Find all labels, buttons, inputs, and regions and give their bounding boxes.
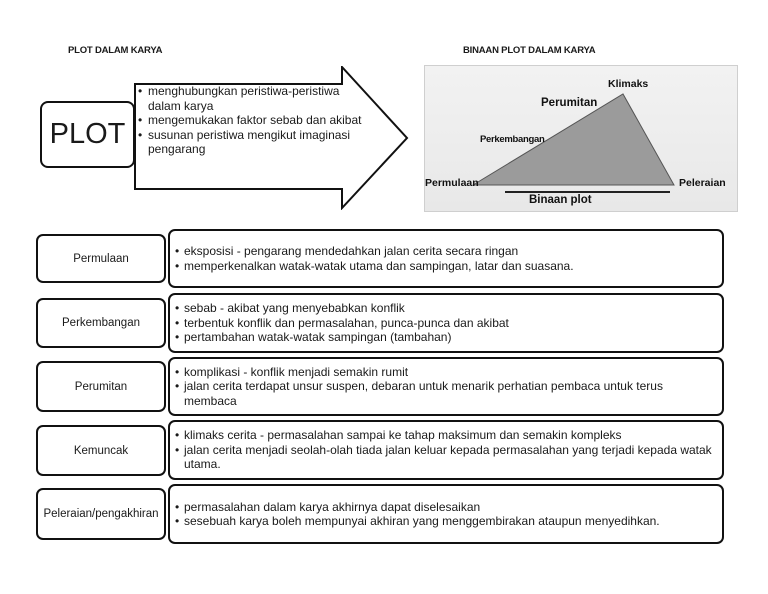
stage-label-perkembangan: Perkembangan [36, 298, 166, 348]
label-peleraian: Peleraian [679, 177, 726, 189]
stage-desc-peleraian [168, 484, 724, 544]
stage-label-peleraian: Peleraian/pengakhiran [36, 488, 166, 540]
stage-bullet: • sesebuah karya boleh mempunyai akhiran yang menggembirakan ataupun menyedihkan. [175, 514, 660, 528]
arrow-bullet: • menghubungkan peristiwa-peristiwa dalam karya [138, 84, 340, 113]
stage-bullet: • terbentuk konflik dan permasalahan, punca-punca dan akibat [175, 315, 509, 330]
heading-plot-dalam-karya: PLOT DALAM KARYA [68, 45, 163, 56]
heading-binaan-plot: BINAAN PLOT DALAM KARYA [463, 45, 596, 56]
stage-label-kemuncak: Kemuncak [36, 425, 166, 476]
stage-desc-kemuncak [168, 420, 724, 480]
stage-bullet: • sebab - akibat yang menyebabkan konflik [175, 301, 405, 316]
stage-bullet: • memperkenalkan watak-watak utama dan sampingan, latar dan suasana. [175, 258, 574, 273]
stage-desc-perkembangan [168, 293, 724, 353]
label-perkembangan: Perkembangan [480, 134, 545, 145]
stage-desc-perumitan [168, 357, 724, 416]
stage-desc-permulaan [168, 229, 724, 288]
plot-box: PLOT [40, 101, 135, 168]
arrow-bullet: • susunan peristiwa mengikut imaginasi pengarang [138, 127, 351, 156]
arrow-bullet: • mengemukakan faktor sebab dan akibat [138, 113, 362, 127]
caption-binaan-plot: Binaan plot [529, 194, 592, 206]
binaan-plot-diagram [424, 65, 738, 212]
label-klimaks: Klimaks [608, 78, 649, 90]
label-perumitan: Perumitan [541, 97, 598, 109]
stage-bullet: • eksposisi - pengarang mendedahkan jalan cerita secara ringan [175, 244, 519, 258]
stage-bullet: • pertambahan watak-watak sampingan (tambahan) [175, 330, 452, 345]
stage-bullet: • klimaks cerita - permasalahan sampai ke tahap maksimum dan semakin kompleks [175, 428, 622, 443]
stage-label-permulaan: Permulaan [36, 234, 166, 283]
triangle-graphic [425, 66, 737, 211]
arrow-bullet-list [138, 84, 370, 157]
stage-bullet: • permasalahan dalam karya akhirnya dapat diselesaikan [175, 499, 481, 514]
stage-bullet: • jalan cerita terdapat unsur suspen, debaran untuk menarik perhatian pembaca untuk terus membaca [175, 379, 663, 408]
label-permulaan: Permulaan [425, 177, 479, 189]
stage-bullet: • komplikasi - konflik menjadi semakin rumit [175, 364, 409, 379]
stage-label-perumitan: Perumitan [36, 361, 166, 412]
stage-bullet: • jalan cerita menjadi seolah-olah tiada jalan keluar kepada permasalahan yang terjadi kepada watak utama. [175, 442, 712, 472]
